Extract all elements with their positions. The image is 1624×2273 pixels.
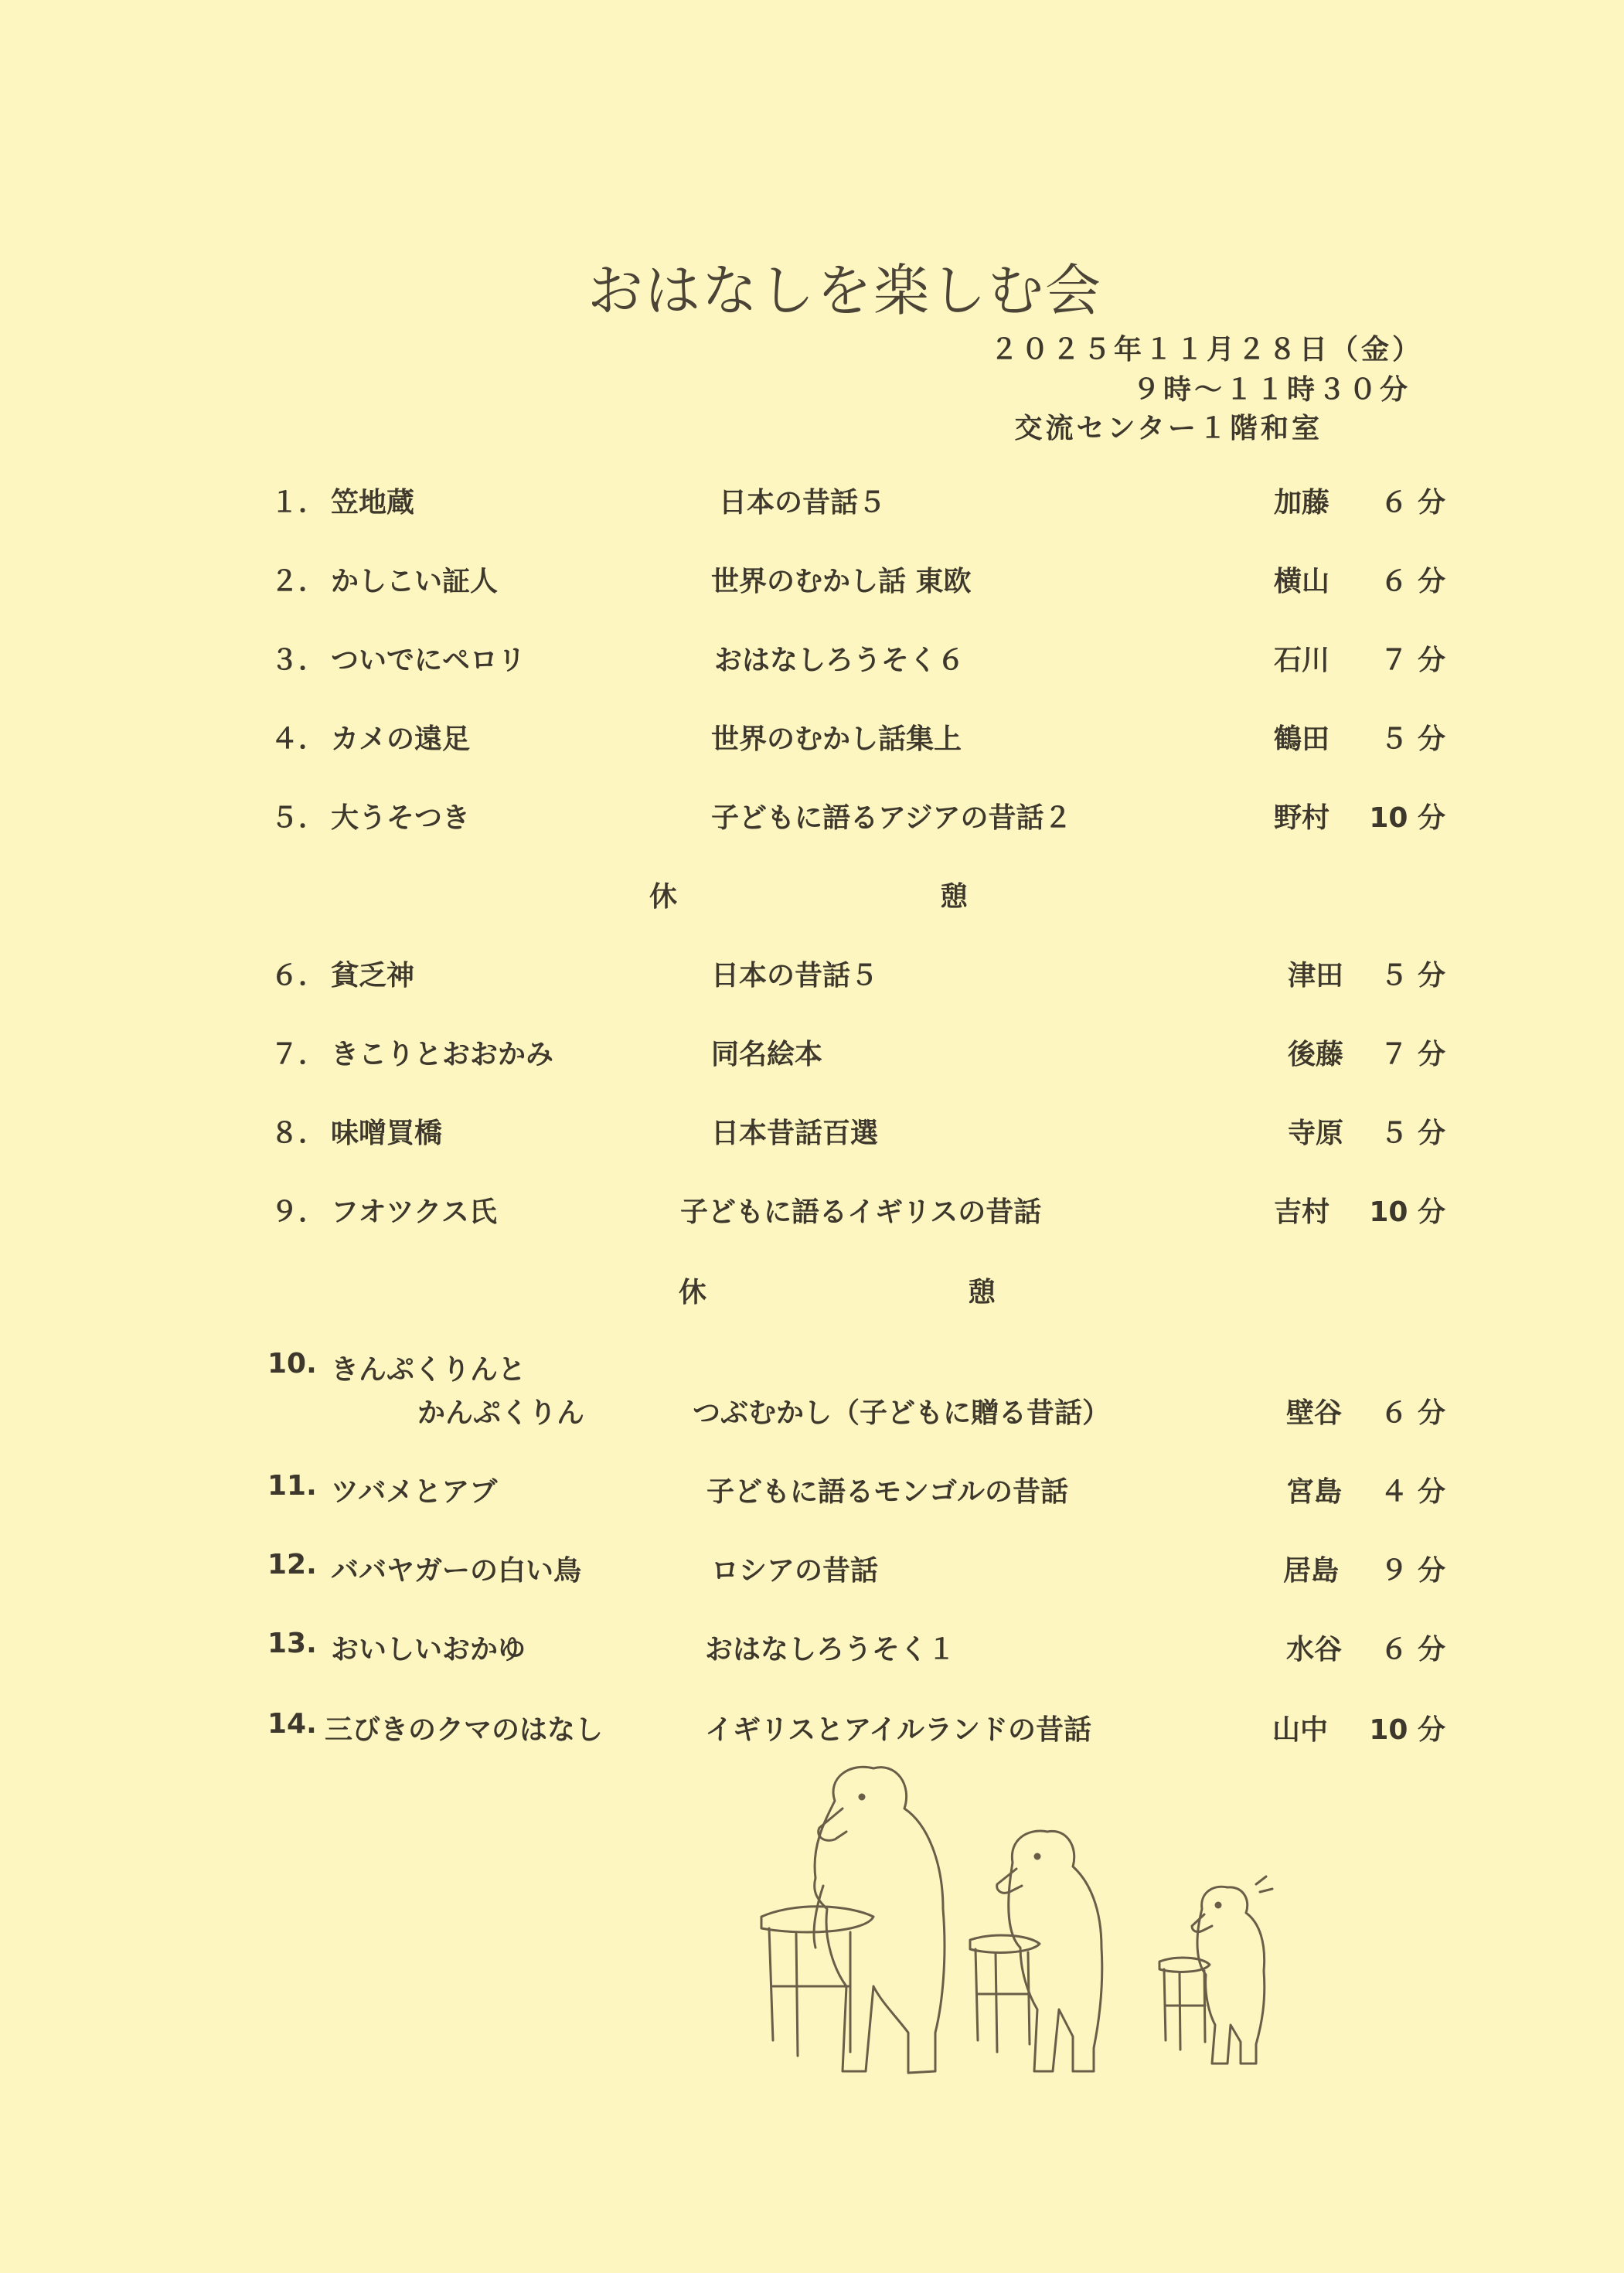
story-title: 貧乏神 [331,960,415,992]
story-source: 子どもに語るイギリスの昔話 [680,1196,1042,1228]
story-title-continued: かんぷくりん [417,1397,585,1429]
story-title: ついでにペロリ [331,645,526,676]
program-row [0,1348,1624,1441]
storyteller: 津田 [1288,960,1344,992]
duration: ９ 分 [1380,1555,1445,1587]
break-label-left: 休 [679,1277,707,1308]
story-source: 世界のむかし話集上 [711,723,962,755]
story-source: つぶむかし（子どもに贈る昔話） [693,1397,1111,1429]
story-title: ツバメとアブ [331,1476,498,1508]
program-row [0,1628,1624,1674]
program-row [0,1787,1624,1833]
story-source: 子どもに語るモンゴルの昔話 [706,1476,1069,1508]
duration: ６ 分 [1380,1397,1445,1429]
storyteller: 鶴田 [1274,723,1330,755]
story-source: 世界のむかし話 東欧 [711,566,972,597]
program-row [0,1190,1624,1237]
program-number: 14. [267,1708,317,1740]
story-title: おいしいおかゆ [331,1634,526,1666]
program-number: 10. [267,1348,317,1380]
program-number: １． [271,487,327,519]
event-place: 交流センター１階和室 [1014,413,1323,444]
story-title: 味噌買橋 [331,1118,443,1149]
storyteller: 居島 [1283,1555,1340,1587]
program-number: ６． [271,960,327,992]
program-row [0,560,1624,606]
story-title: 三びきのクマのはなし [325,1714,604,1746]
storyteller: 野村 [1274,802,1330,834]
page-title: おはなしを楽しむ会 [587,258,1103,323]
storyteller: 寺原 [1288,1118,1344,1149]
story-source: ロシアの昔話 [711,1555,879,1587]
duration: ５ 分 [1380,960,1445,992]
duration: ６ 分 [1380,1634,1445,1666]
program-row [0,1033,1624,1079]
duration: 10 分 [1369,802,1445,834]
story-title: カメの遠足 [331,723,471,755]
break-label-right: 憩 [940,881,969,913]
story-source: 日本の昔話５ [711,960,879,992]
story-source: 日本昔話百選 [711,1118,879,1149]
program-row [0,1470,1624,1516]
program-number: ８． [271,1118,327,1149]
program-row [0,717,1624,764]
program-number: ３． [271,645,327,676]
program-row [0,1549,1624,1595]
duration: ５ 分 [1380,1118,1445,1149]
story-source: おはなしろうそく１ [705,1634,956,1666]
storyteller: 石川 [1274,645,1330,676]
duration: ６ 分 [1380,566,1445,597]
program-row [0,796,1624,842]
duration: ７ 分 [1380,1039,1445,1070]
program-row [0,1710,1624,1756]
program-number: ５． [271,802,327,834]
program-row [0,1111,1624,1158]
break-label-right: 憩 [968,1277,996,1308]
program-number: 11. [267,1470,317,1502]
program-row [0,954,1624,1000]
storyteller: 水谷 [1286,1634,1343,1666]
program-number: ９． [271,1196,327,1228]
story-source: 同名絵本 [711,1039,823,1070]
duration: 10 分 [1369,1196,1445,1228]
story-title: 笠地蔵 [331,487,415,519]
program-row [0,481,1624,527]
story-title: ババヤガーの白い鳥 [331,1555,582,1587]
program-number: ２． [271,566,327,597]
duration: ５ 分 [1380,723,1445,755]
event-time: ９時～１１時３０分 [1132,374,1411,406]
program-number: ７． [271,1039,327,1070]
story-title: きこりとおおかみ [331,1039,554,1070]
storyteller: 壁谷 [1286,1397,1343,1429]
storyteller: 横山 [1274,566,1330,597]
story-source: イギリスとアイルランドの昔話 [705,1714,1092,1746]
duration: ４ 分 [1380,1476,1445,1508]
story-source: 日本の昔話５ [719,487,887,519]
story-source: 子どもに語るアジアの昔話２ [711,802,1072,834]
story-title: かしこい証人 [331,566,499,597]
program-number: ４． [271,723,327,755]
story-source: おはなしろうそく６ [714,645,965,676]
story-title: 大うそつき [331,802,471,834]
program-number: 12. [267,1549,317,1581]
duration: ６ 分 [1380,487,1445,519]
story-title: フオツクス氏 [331,1196,497,1228]
duration: 10 分 [1369,1714,1445,1746]
story-title: きんぷくりんと [331,1354,526,1386]
storyteller: 加藤 [1274,487,1330,519]
storyteller: 吉村 [1274,1196,1330,1228]
break-label-left: 休 [649,881,678,913]
event-date: ２０２５年１１月２８日（金） [989,334,1423,366]
program-number: 13. [267,1628,317,1659]
storyteller: 後藤 [1288,1039,1344,1070]
program-row [0,638,1624,685]
duration: ７ 分 [1380,645,1445,676]
storyteller: 山中 [1272,1714,1329,1746]
storyteller: 宮島 [1286,1476,1343,1508]
